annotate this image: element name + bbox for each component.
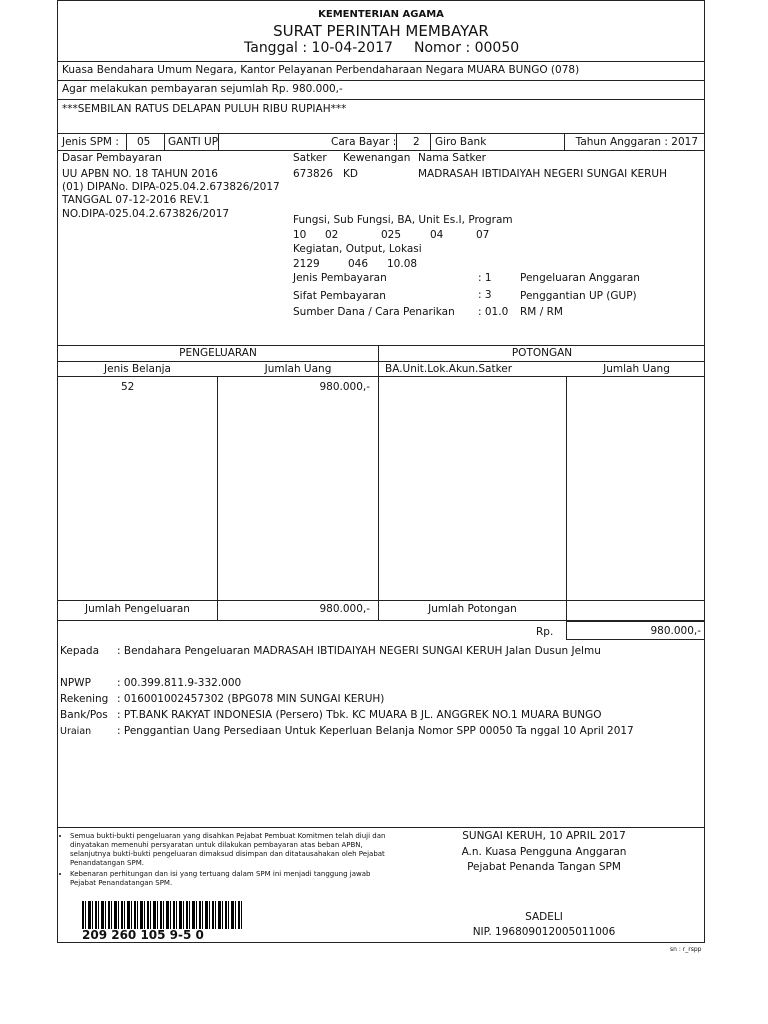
spm-document bbox=[57, 0, 705, 943]
jenis-pembayaran-code: : 1 bbox=[478, 272, 492, 284]
signatory-nip: NIP. 196809012005011006 bbox=[472, 926, 616, 938]
uraian-label: Uraian bbox=[60, 726, 92, 737]
divider bbox=[218, 133, 219, 150]
divider bbox=[430, 133, 431, 150]
col-jenis-belanja: Jenis Belanja bbox=[104, 363, 171, 375]
npwp-label: NPWP bbox=[60, 677, 91, 689]
instruction-text: Kuasa Bendahara Umum Negara, Kantor Pelayanan Perbendaharaan Negara MUARA BUNGO (078) bbox=[62, 64, 580, 76]
amount-in-words: ***SEMBILAN RATUS DELAPAN PULUH RIBU RUPIAH*** bbox=[62, 103, 347, 115]
document-date: Tanggal : 10-04-2017 bbox=[244, 40, 393, 56]
signatory-name: SADELI bbox=[525, 911, 563, 923]
divider bbox=[126, 133, 127, 150]
dasar-line: UU APBN NO. 18 TAHUN 2016 bbox=[62, 168, 218, 180]
divider bbox=[396, 133, 397, 150]
divider bbox=[58, 827, 704, 828]
divider bbox=[564, 133, 565, 150]
note-item: • Semua bukti-bukti pengeluaran yang disahkan Pejabat Pembuat Komitmen telah diuji dan dinyatakan memenuhi persyaratan untuk dilakukan pembayaran atas beban APBN, selanjutnya bukti-bukti pengeluaran dimaksud disimpan dan ditatausahakan oleh Pejabat Penandatangan SPM. bbox=[70, 832, 390, 868]
kegiatan-value: 046 bbox=[348, 258, 369, 270]
divider bbox=[164, 133, 165, 150]
document-number: Nomor : 00050 bbox=[414, 40, 520, 56]
divider bbox=[566, 376, 567, 620]
cara-bayar-label: Cara Bayar : bbox=[331, 136, 397, 148]
amount-line: Agar melakukan pembayaran sejumlah Rp. 980.000,- bbox=[62, 83, 343, 95]
rekening-value: : 016001002457302 (BPG078 MIN SUNGAI KERUH) bbox=[117, 693, 385, 705]
npwp-value: : 00.399.811.9-332.000 bbox=[117, 677, 242, 689]
fungsi-value: 04 bbox=[430, 229, 444, 241]
fungsi-value: 025 bbox=[381, 229, 402, 241]
nama-satker-value: MADRASAH IBTIDAIYAH NEGERI SUNGAI KERUH bbox=[418, 168, 668, 180]
rp-label: Rp. bbox=[536, 626, 554, 638]
tahun-anggaran: Tahun Anggaran : 2017 bbox=[575, 136, 698, 148]
kewenangan-header: Kewenangan bbox=[343, 152, 411, 164]
kepada-label: Kepada bbox=[60, 645, 100, 657]
jumlah-uang-value: 980.000,- bbox=[319, 381, 370, 393]
jenis-pembayaran-name: Pengeluaran Anggaran bbox=[520, 272, 640, 284]
jumlah-potongan-label: Jumlah Potongan bbox=[428, 603, 517, 615]
fungsi-label: Fungsi, Sub Fungsi, BA, Unit Es.I, Program bbox=[293, 214, 513, 226]
divider bbox=[58, 80, 704, 81]
kewenangan-value: KD bbox=[343, 168, 358, 180]
kegiatan-value: 2129 bbox=[293, 258, 320, 270]
rp-total-value: 980.000,- bbox=[650, 625, 701, 637]
document-title: SURAT PERINTAH MEMBAYAR bbox=[273, 22, 489, 40]
divider bbox=[58, 61, 704, 62]
kegiatan-label: Kegiatan, Output, Lokasi bbox=[293, 243, 422, 255]
jenis-pembayaran-label: Jenis Pembayaran bbox=[293, 272, 387, 284]
kepada-value: : Bendahara Pengeluaran MADRASAH IBTIDAIYAH NEGERI SUNGAI KERUH Jalan Dusun Jelmu bbox=[117, 645, 601, 657]
jenis-belanja-value: 52 bbox=[121, 381, 135, 393]
notes-list bbox=[60, 832, 390, 890]
divider bbox=[58, 133, 704, 134]
nama-satker-header: Nama Satker bbox=[418, 152, 486, 164]
note-item: • Kebenaran perhitungan dan isi yang tertuang dalam SPM ini menjadi tanggung jawab Pejabat Penandatangan SPM. bbox=[70, 870, 390, 888]
col-ba-unit: BA.Unit.Lok.Akun.Satker bbox=[385, 363, 513, 375]
jenis-spm-code: 05 bbox=[137, 136, 151, 148]
signature-role: A.n. Kuasa Pengguna Anggaran bbox=[461, 846, 627, 858]
barcode-image bbox=[82, 901, 242, 929]
rekening-label: Rekening bbox=[60, 693, 109, 705]
dasar-label: Dasar Pembayaran bbox=[62, 152, 162, 164]
potongan-header: POTONGAN bbox=[511, 347, 573, 359]
divider bbox=[58, 600, 704, 601]
divider bbox=[217, 376, 218, 620]
sumber-dana-name: RM / RM bbox=[520, 306, 563, 318]
pengeluaran-header: PENGELUARAN bbox=[179, 347, 257, 359]
uraian-value: : Penggantian Uang Persediaan Untuk Keperluan Belanja Nomor SPP 00050 Ta nggal 10 April 2017 bbox=[117, 725, 634, 737]
jenis-spm-name: GANTI UP bbox=[168, 136, 219, 148]
fungsi-value: 02 bbox=[325, 229, 339, 241]
divider bbox=[58, 361, 704, 362]
footer-code: sn : r_rspp bbox=[670, 946, 702, 953]
satker-code: 673826 bbox=[293, 168, 334, 180]
signature-role: Pejabat Penanda Tangan SPM bbox=[467, 861, 621, 873]
col-jumlah-uang: Jumlah Uang bbox=[264, 363, 332, 375]
dasar-line: TANGGAL 07-12-2016 REV.1 bbox=[62, 194, 210, 206]
divider bbox=[58, 376, 704, 377]
barcode-number: 209 260 105 9-5 0 bbox=[82, 928, 204, 942]
cara-bayar-name: Giro Bank bbox=[435, 136, 487, 148]
fungsi-value: 10 bbox=[293, 229, 307, 241]
signature-place-date: SUNGAI KERUH, 10 APRIL 2017 bbox=[462, 830, 626, 842]
bank-value: : PT.BANK RAKYAT INDONESIA (Persero) Tbk. KC MUARA B JL. ANGGREK NO.1 MUARA BUNGO bbox=[117, 709, 602, 721]
divider bbox=[378, 345, 379, 620]
dasar-line: (01) DIPANo. DIPA-025.04.2.673826/2017 bbox=[62, 181, 280, 193]
cara-bayar-code: 2 bbox=[413, 136, 420, 148]
sumber-dana-label: Sumber Dana / Cara Penarikan bbox=[293, 306, 455, 318]
kegiatan-value: 10.08 bbox=[387, 258, 418, 270]
dasar-line: NO.DIPA-025.04.2.673826/2017 bbox=[62, 208, 230, 220]
jumlah-pengeluaran-value: 980.000,- bbox=[319, 603, 370, 615]
sifat-pembayaran-code: : 3 bbox=[478, 289, 492, 301]
divider bbox=[58, 150, 704, 151]
sumber-dana-code: : 01.0 bbox=[478, 306, 509, 318]
jenis-spm-label: Jenis SPM : bbox=[62, 136, 119, 148]
divider bbox=[58, 345, 704, 346]
fungsi-value: 07 bbox=[476, 229, 490, 241]
jumlah-pengeluaran-label: Jumlah Pengeluaran bbox=[85, 603, 190, 615]
satker-header: Satker bbox=[293, 152, 327, 164]
divider bbox=[58, 99, 704, 100]
sifat-pembayaran-label: Sifat Pembayaran bbox=[293, 290, 386, 302]
col-jumlah-uang-potongan: Jumlah Uang bbox=[603, 363, 670, 375]
bank-label: Bank/Pos bbox=[60, 709, 108, 721]
sifat-pembayaran-name: Penggantian UP (GUP) bbox=[520, 290, 637, 302]
rp-total-box bbox=[566, 621, 705, 640]
ministry-name: KEMENTERIAN AGAMA bbox=[318, 9, 444, 20]
